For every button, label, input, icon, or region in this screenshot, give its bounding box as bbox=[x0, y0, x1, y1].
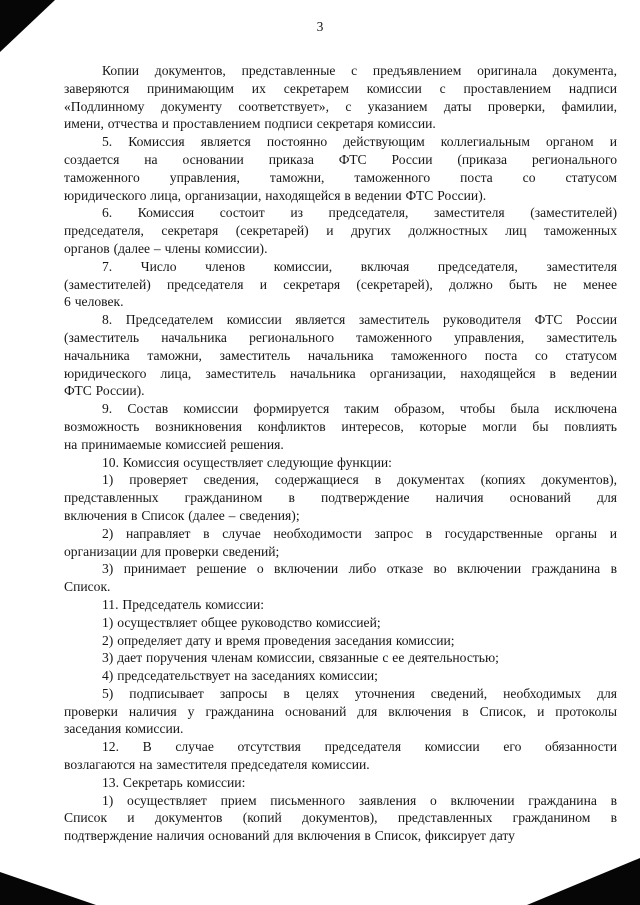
text-line: проверки наличия у гражданина оснований для включения в Список, и протоколы bbox=[64, 703, 617, 719]
text-line: таможенного управления, таможни, таможенного поста со статусом bbox=[64, 169, 617, 185]
text-line: юридического лица, заместитель начальника организации, находящейся в ведении bbox=[64, 365, 617, 381]
text-line: 6 человек. bbox=[64, 294, 124, 310]
text-line: 5) подписывает запросы в целях уточнения сведений, необходимых для bbox=[102, 685, 617, 701]
text-line: 1) проверяет сведения, содержащиеся в документах (копиях документов), bbox=[102, 472, 617, 488]
text-line: 2) направляет в случае необходимости запрос в государственные органы и bbox=[102, 525, 617, 541]
text-line: 1) осуществляет общее руководство комиссией; bbox=[102, 614, 381, 630]
scan-artifact-bottom-right bbox=[527, 858, 640, 905]
text-line: Список и документов (копий документов), представленных гражданином в bbox=[64, 810, 617, 826]
document-body bbox=[64, 62, 617, 845]
text-line: 1) осуществляет прием письменного заявления о включении гражданина в bbox=[102, 792, 617, 808]
text-line: возможность возникновения конфликтов интересов, которые могли бы повлиять bbox=[64, 418, 617, 434]
text-line: Копии документов, представленные с предъявлением оригинала документа, bbox=[102, 63, 617, 78]
text-line: представленных гражданином в подтверждение наличия оснований для bbox=[64, 490, 617, 506]
text-line: создается на основании приказа ФТС России (приказа регионального bbox=[64, 151, 617, 167]
text-line: подтверждение наличия оснований для включения в Список, фиксирует дату bbox=[64, 828, 515, 844]
text-line: 2) определяет дату и время проведения заседания комиссии; bbox=[102, 632, 455, 648]
text-line: 9. Состав комиссии формируется таким образом, чтобы была исключена bbox=[102, 401, 617, 417]
text-line: 12. В случае отсутствия председателя комиссии его обязанности bbox=[102, 739, 617, 755]
text-line: 4) председательствует на заседаниях комиссии; bbox=[102, 668, 378, 684]
text-line: «Подлинному документу соответствует», с указанием даты проверки, фамилии, bbox=[64, 98, 617, 114]
text-line: на принимаемые комиссией решения. bbox=[64, 436, 284, 452]
text-line: юридического лица, организации, находящейся в ведении ФТС России). bbox=[64, 187, 487, 203]
text-line: 7. Число членов комиссии, включая председателя, заместителя bbox=[102, 258, 617, 274]
text-line: возлагаются на заместителя председателя комиссии. bbox=[64, 757, 370, 773]
text-line: имени, отчества и проставлением подписи секретаря комиссии. bbox=[64, 116, 436, 132]
text-line: 3) дает поручения членам комиссии, связанные с ее деятельностью; bbox=[102, 650, 499, 666]
text-line: 10. Комиссия осуществляет следующие функции: bbox=[102, 454, 392, 470]
text-line: 6. Комиссия состоит из председателя, заместителя (заместителей) bbox=[102, 205, 617, 221]
text-line: 13. Секретарь комиссии: bbox=[102, 774, 246, 790]
text-line: Список. bbox=[64, 579, 111, 595]
text-line: организации для проверки сведений; bbox=[64, 543, 280, 559]
text-line: 5. Комиссия является постоянно действующим коллегиальным органом и bbox=[102, 134, 617, 150]
page-number: 3 bbox=[316, 19, 324, 34]
text-line: заверяются принимающим их секретарем комиссии с проставлением надписи bbox=[64, 80, 617, 96]
text-line: (заместитель начальника регионального таможенного управления, заместитель bbox=[64, 329, 617, 345]
scan-artifact-bottom-left bbox=[0, 872, 96, 905]
text-line: председателя, секретаря (секретарей) и других должностных лиц таможенных bbox=[64, 223, 617, 239]
text-line: 8. Председателем комиссии является заместитель руководителя ФТС России bbox=[102, 312, 617, 328]
text-line: начальника таможни, заместитель начальника таможенного поста со статусом bbox=[64, 347, 617, 363]
text-line: ФТС России). bbox=[64, 383, 145, 399]
text-line: органов (далее – члены комиссии). bbox=[64, 240, 268, 256]
text-line: включения в Список (далее – сведения); bbox=[64, 507, 300, 523]
text-line: заседания комиссии. bbox=[64, 721, 184, 737]
text-line: 3) принимает решение о включении либо отказе во включении гражданина в bbox=[102, 561, 617, 577]
text-line: 11. Председатель комиссии: bbox=[102, 596, 265, 612]
text-line: (заместителей) председателя и секретаря (секретарей), должно быть не менее bbox=[64, 276, 617, 292]
